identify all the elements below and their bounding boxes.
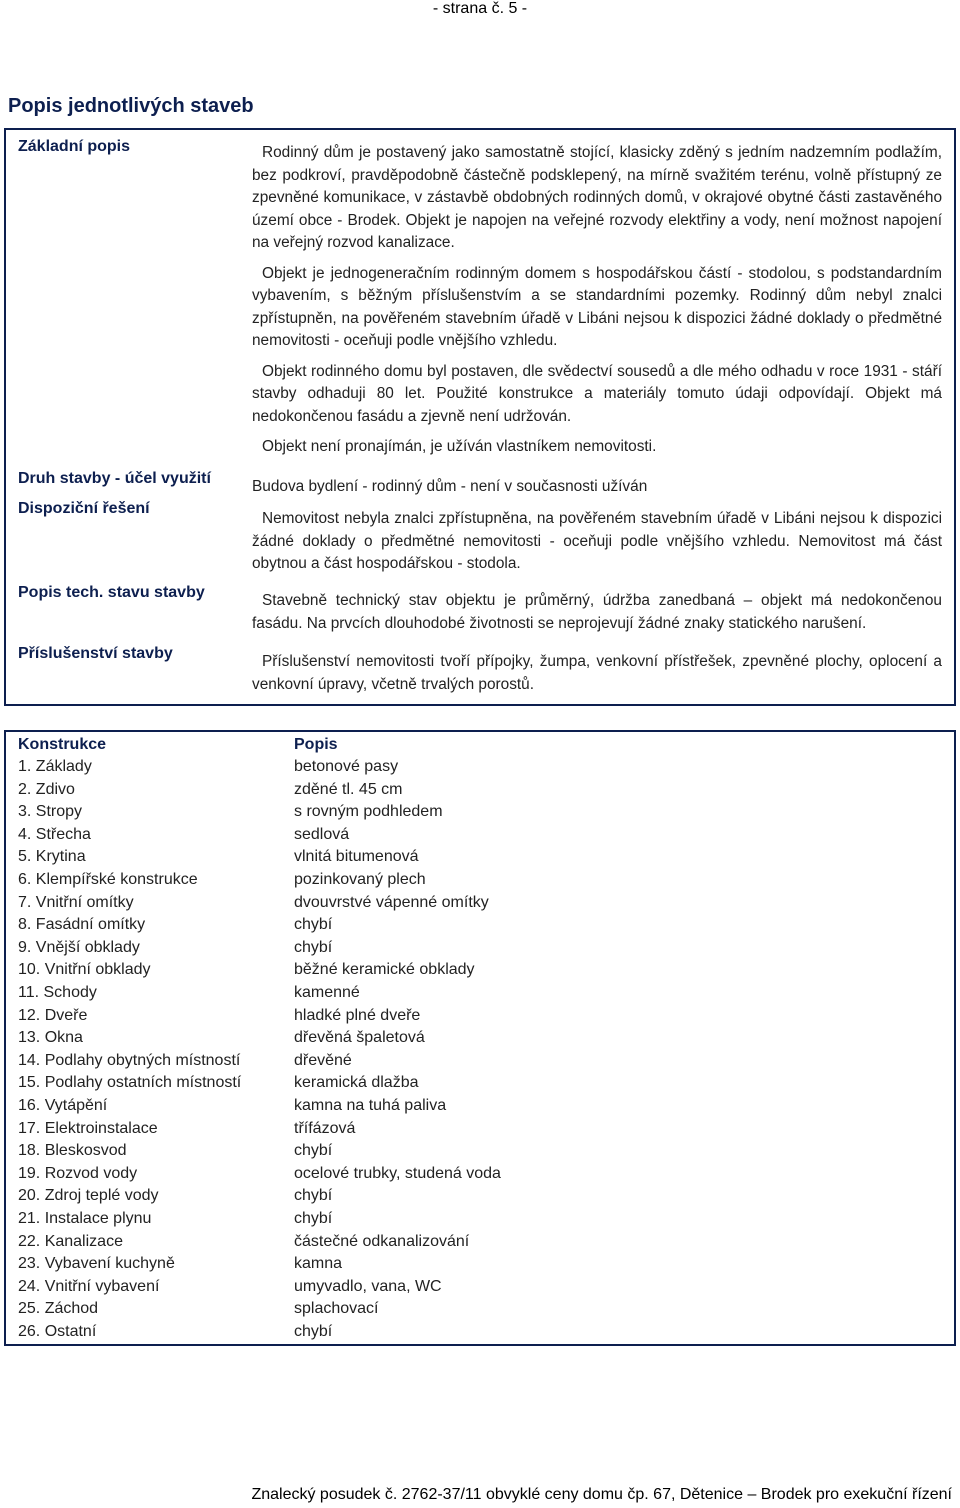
construction-desc: kamenné bbox=[294, 984, 360, 1001]
construction-name: 2. Zdivo bbox=[18, 780, 75, 798]
druh-stavby-text bbox=[252, 476, 942, 499]
label-prislusenstvi: Příslušenství stavby bbox=[18, 645, 173, 662]
paragraph: Budova bydlení - rodinný dům - není v současnosti užíván bbox=[252, 478, 648, 495]
label-popis-tech: Popis tech. stavu stavby bbox=[18, 584, 205, 601]
construction-name: 10. Vnitřní obklady bbox=[18, 961, 151, 979]
construction-desc: chybí bbox=[294, 938, 333, 956]
construction-name: 24. Vnitřní vybavení bbox=[18, 1277, 160, 1295]
paragraph: Objekt je jednogeneračním rodinným domem s hospodářskou částí - stodolou, s podstandardním vybavením, s běžným příslušenstvím a se standardními pozemky. Rodinný dům nebyl znalci zpřístupněn, na pověřeném stavebním úřadě v Libáni nejsou k dispozici žádné doklady o předmětné nemovitosti - oceňuji podle vnějšího vzhledu. bbox=[252, 264, 942, 349]
zakladni-popis-text bbox=[252, 142, 942, 459]
construction-desc: chybí bbox=[294, 1187, 333, 1205]
construction-name: 17. Elektroinstalace bbox=[18, 1119, 158, 1137]
construction-desc: s rovným podhledem bbox=[294, 803, 443, 821]
constructions-table bbox=[4, 730, 956, 1346]
construction-name: 12. Dveře bbox=[18, 1006, 88, 1024]
popis-tech-text bbox=[252, 590, 942, 635]
construction-desc: hladké plné dveře bbox=[294, 1006, 421, 1024]
construction-name: 6. Klempířské konstrukce bbox=[18, 871, 198, 888]
label-druh-stavby: Druh stavby - účel využití bbox=[18, 470, 211, 487]
construction-desc: pozinkovaný plech bbox=[294, 871, 426, 888]
header-konstrukce: Konstrukce bbox=[18, 736, 107, 753]
construction-name: 3. Stropy bbox=[18, 803, 83, 821]
construction-desc: částečné odkanalizování bbox=[294, 1232, 470, 1250]
construction-name: 15. Podlahy ostatních místností bbox=[18, 1074, 242, 1092]
description-box bbox=[4, 128, 956, 706]
construction-name: 8. Fasádní omítky bbox=[18, 916, 146, 934]
construction-name: 21. Instalace plynu bbox=[18, 1210, 152, 1227]
construction-desc: chybí bbox=[294, 1210, 333, 1227]
label-zakladni-popis: Základní popis bbox=[18, 138, 131, 155]
construction-desc: dřevěné bbox=[294, 1051, 352, 1069]
construction-name: 14. Podlahy obytných místností bbox=[18, 1051, 241, 1069]
construction-desc: zděné tl. 45 cm bbox=[294, 780, 403, 798]
construction-desc: kamna bbox=[294, 1255, 343, 1273]
construction-name: 20. Zdroj teplé vody bbox=[18, 1187, 159, 1205]
paragraph: Nemovitost nebyla znalci zpřístupněna, na pověřeném stavebním úřadě v Libáni nejsou k dispozici žádné doklady o předmětné nemovitosti - oceňuji podle vnějšího vzhledu. Nemovitost má část obytnou a část hospodářskou - stodola. bbox=[252, 510, 942, 572]
construction-desc: třífázová bbox=[294, 1119, 356, 1137]
construction-desc: chybí bbox=[294, 1142, 333, 1160]
paragraph: Objekt rodinného domu byl postaven, dle svědectví sousedů a dle mého odhadu v roce 1931 - stáří stavby odhaduji 80 let. Použité konstrukce a materiály tomuto údaji odpovídají. Objekt má nedokončenou fasádu a zjevně není udržován. bbox=[252, 362, 942, 425]
construction-name: 25. Záchod bbox=[18, 1300, 99, 1318]
dispozicni-reseni-text bbox=[252, 508, 942, 576]
construction-name: 4. Střecha bbox=[18, 825, 91, 843]
construction-name: 9. Vnější obklady bbox=[18, 938, 140, 956]
section-title: Popis jednotlivých staveb bbox=[8, 95, 254, 117]
construction-desc: umyvadlo, vana, WC bbox=[294, 1277, 442, 1295]
paragraph: Příslušenství nemovitosti tvoří přípojky, žumpa, venkovní přístřešek, zpevněné plochy, oplocení a venkovní úpravy, včetně trvalých porostů. bbox=[252, 653, 942, 693]
construction-name: 7. Vnitřní omítky bbox=[18, 893, 134, 911]
construction-desc: sedlová bbox=[294, 825, 350, 843]
construction-name: 22. Kanalizace bbox=[18, 1232, 123, 1250]
header-popis: Popis bbox=[294, 736, 338, 753]
construction-name: 26. Ostatní bbox=[18, 1323, 97, 1340]
footer: Znalecký posudek č. 2762-37/11 obvyklé ceny domu čp. 67, Dětenice – Brodek pro exekuční řízení bbox=[251, 1486, 952, 1503]
construction-desc: ocelové trubky, studená voda bbox=[294, 1164, 501, 1182]
construction-desc: keramická dlažba bbox=[294, 1074, 419, 1092]
page-number: - strana č. 5 - bbox=[432, 0, 528, 17]
label-dispozicni-reseni: Dispoziční řešení bbox=[18, 500, 150, 517]
prislusenstvi-text bbox=[252, 651, 942, 696]
construction-desc: chybí bbox=[294, 916, 333, 934]
construction-desc: chybí bbox=[294, 1323, 333, 1340]
paragraph: Objekt není pronajímán, je užíván vlastníkem nemovitosti. bbox=[262, 438, 657, 455]
construction-desc: kamna na tuhá paliva bbox=[294, 1097, 447, 1114]
paragraph: Stavebně technický stav objektu je průměrný, údržba zanedbaná – objekt má nedokončenou fasádu. Na prvcích dlouhodobé životnosti se neprojevují žádné znaky statického narušení. bbox=[252, 592, 942, 632]
construction-desc: splachovací bbox=[294, 1300, 379, 1318]
construction-name: 23. Vybavení kuchyně bbox=[18, 1255, 175, 1273]
construction-name: 16. Vytápění bbox=[18, 1097, 108, 1114]
construction-desc: betonové pasy bbox=[294, 758, 399, 775]
construction-name: 1. Základy bbox=[18, 758, 92, 775]
construction-name: 13. Okna bbox=[18, 1029, 83, 1047]
construction-desc: dřevěná špaletová bbox=[294, 1029, 425, 1047]
construction-name: 18. Bleskosvod bbox=[18, 1142, 127, 1160]
construction-desc: vlnitá bitumenová bbox=[294, 848, 419, 866]
construction-name: 5. Krytina bbox=[18, 848, 86, 866]
construction-name: 19. Rozvod vody bbox=[18, 1164, 138, 1182]
paragraph: Rodinný dům je postavený jako samostatně stojící, klasicky zděný s jedním nadzemním podlažím, bez podkroví, pravděpodobně částečně podsklepený, na mírně svažitém terénu, volně přístupný ze zpevněné komunikace, v zástavbě obdobných rodinných domů, v okrajové obytné části zastavěného území obce - Brodek. Objekt je napojen na veřejné rozvody elektřiny a vody, není možnost napojení na veřejný rozvod kanalizace. bbox=[252, 144, 942, 251]
construction-desc: běžné keramické obklady bbox=[294, 961, 475, 979]
construction-name: 11. Schody bbox=[18, 984, 97, 1001]
construction-desc: dvouvrstvé vápenné omítky bbox=[294, 893, 489, 911]
